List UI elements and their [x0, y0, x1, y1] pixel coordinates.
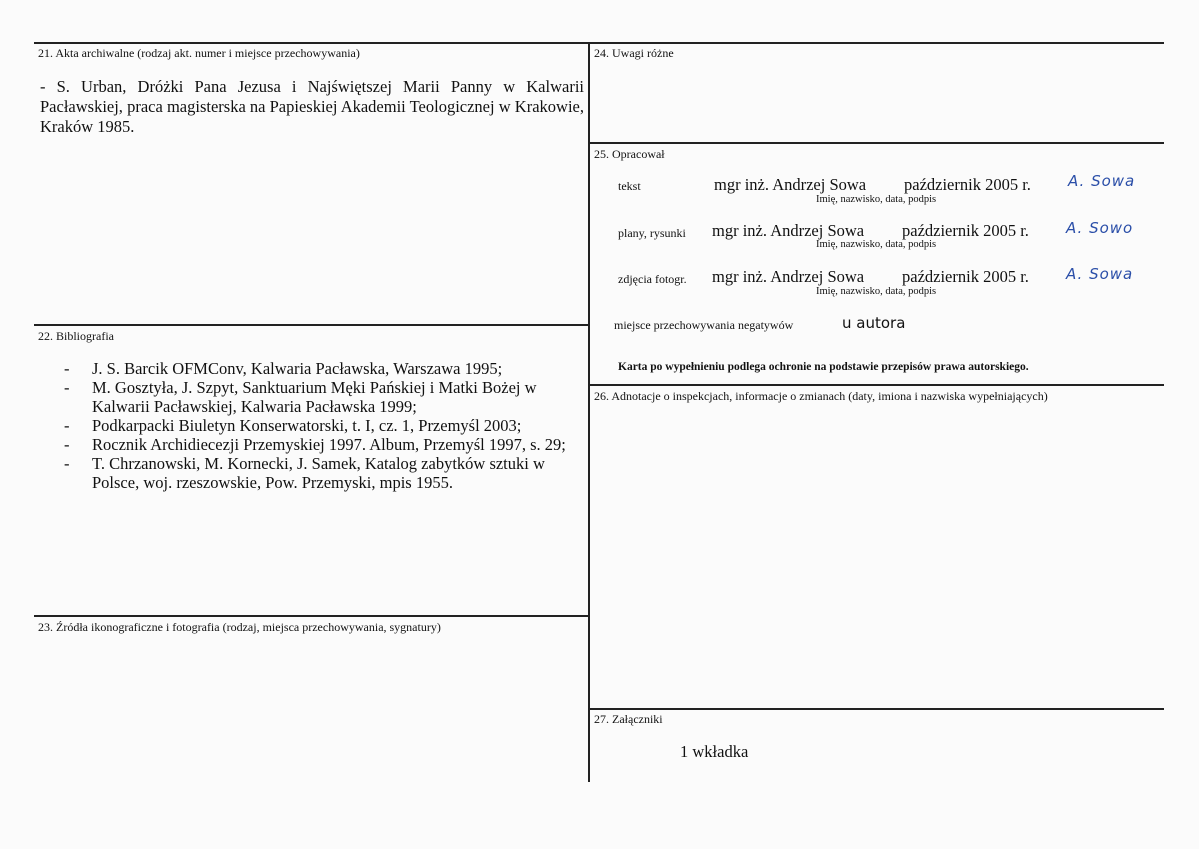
- copyright-note: Karta po wypełnieniu podlega ochronie na podstawie przepisów prawa autorskiego.: [618, 361, 1029, 373]
- bibliography-item: - M. Gosztyła, J. Szpyt, Sanktuarium Męki Pańskiej i Matki Bożej w Kalwarii Pacławskiej, Kalwaria Pacławska 1999;: [64, 378, 537, 416]
- section-24-label: 24. Uwagi różne: [594, 46, 674, 60]
- section-22-label: 22. Bibliografia: [38, 329, 114, 343]
- author-row-date: październik 2005 r.: [904, 175, 1031, 194]
- author-row-kind: plany, rysunki: [618, 226, 686, 240]
- rule-right-25-26: [589, 384, 1164, 386]
- rule-left-22-23: [34, 615, 589, 617]
- negatives-label: miejsce przechowywania negatywów: [614, 318, 794, 332]
- bibliography-list: [64, 359, 584, 492]
- author-row-name: mgr inż. Andrzej Sowa: [714, 175, 867, 194]
- signature: A. Sowa: [1066, 265, 1134, 283]
- author-row-caption: Imię, nazwisko, data, podpis: [816, 239, 937, 250]
- section-21-text: - S. Urban, Dróżki Pana Jezusa i Najświętszej Marii Panny w Kalwarii Pacławskiej, praca magisterska na Papieskiej Akademii Teologicznej w Krakowie, Kraków 1985.: [40, 77, 584, 136]
- negatives-value: u autora: [842, 314, 906, 332]
- bibliography-item: - Podkarpacki Biuletyn Konserwatorski, t. I, cz. 1, Przemyśl 2003;: [64, 416, 522, 435]
- section-25-label: 25. Opracował: [594, 147, 665, 161]
- attachments-value: 1 wkładka: [680, 742, 749, 761]
- rule-right-26-27: [589, 708, 1164, 710]
- rule-left-21-22: [34, 324, 589, 326]
- signature: A. Sowa: [1068, 172, 1136, 190]
- author-row-caption: Imię, nazwisko, data, podpis: [816, 194, 937, 205]
- bibliography-item: - Rocznik Archidiecezji Przemyskiej 1997. Album, Przemyśl 1997, s. 29;: [64, 435, 566, 454]
- section-26-label: 26. Adnotacje o inspekcjach, informacje o zmianach (daty, imiona i nazwiska wypełniających): [594, 389, 1048, 403]
- author-row-name: mgr inż. Andrzej Sowa: [712, 267, 865, 286]
- author-row-kind: zdjęcia fotogr.: [618, 272, 687, 286]
- bibliography-item: - T. Chrzanowski, M. Kornecki, J. Samek, Katalog zabytków sztuki w Polsce, woj. rzeszowskie, Pow. Przemyski, mpis 1955.: [64, 454, 545, 492]
- author-row-kind: tekst: [618, 179, 641, 193]
- signature: A. Sowo: [1066, 219, 1134, 237]
- author-row-date: październik 2005 r.: [902, 221, 1029, 240]
- section-23-label: 23. Źródła ikonograficzne i fotografia (rodzaj, miejsca przechowywania, sygnatury): [38, 620, 441, 634]
- bibliography-item: - J. S. Barcik OFMConv, Kalwaria Pacławska, Warszawa 1995;: [64, 359, 503, 378]
- section-27-label: 27. Załączniki: [594, 712, 663, 726]
- rule-top: [34, 42, 1164, 44]
- author-row-date: październik 2005 r.: [902, 267, 1029, 286]
- section-21-label: 21. Akta archiwalne (rodzaj akt. numer i miejsce przechowywania): [38, 46, 360, 60]
- author-row-caption: Imię, nazwisko, data, podpis: [816, 286, 937, 297]
- rule-center: [588, 42, 590, 782]
- rule-right-24-25: [589, 142, 1164, 144]
- author-row-name: mgr inż. Andrzej Sowa: [712, 221, 865, 240]
